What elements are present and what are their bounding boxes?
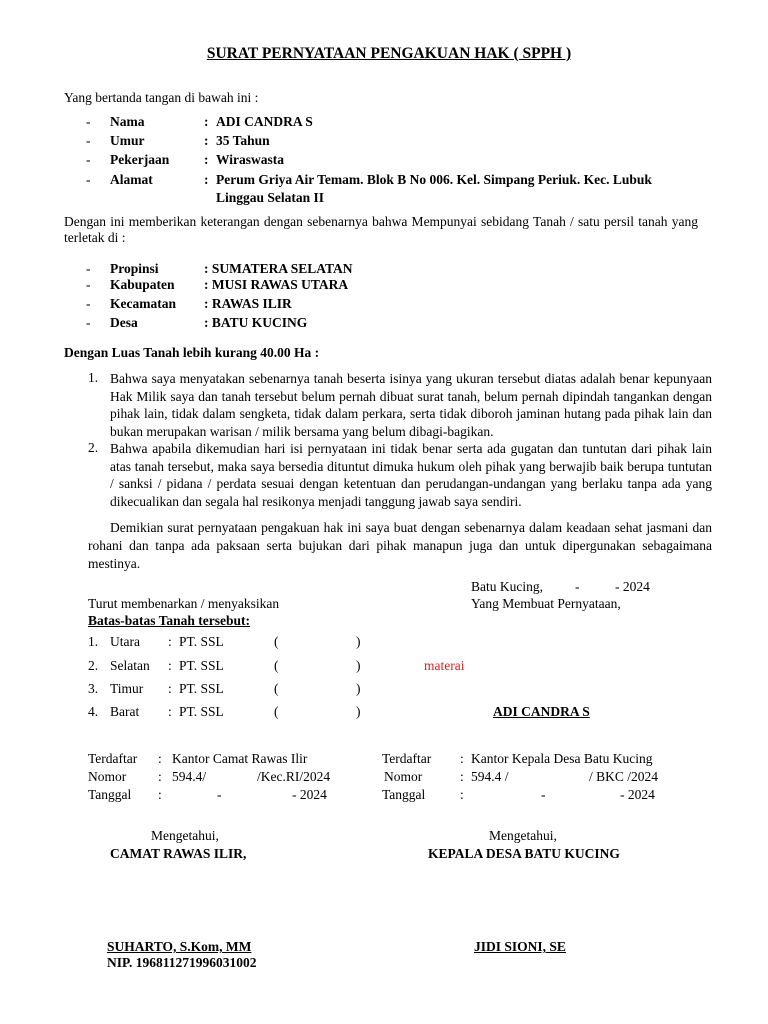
location-label: Kabupaten: [110, 277, 175, 292]
boundary-number: 2.: [88, 658, 99, 673]
location-value: : BATU KUCING: [204, 315, 308, 330]
boundary-value: PT. SSL: [179, 634, 224, 649]
camat-nip: NIP. 196811271996031002: [107, 955, 257, 970]
list-bullet: -: [86, 315, 91, 330]
list-bullet: -: [86, 172, 91, 187]
identity-colon: :: [204, 172, 209, 187]
location-value: : MUSI RAWAS UTARA: [204, 277, 349, 292]
boundary-open-paren: (: [274, 681, 279, 696]
boundary-close-paren: ): [356, 658, 361, 673]
boundary-number: 4.: [88, 704, 99, 719]
boundary-open-paren: (: [274, 634, 279, 649]
boundary-number: 1.: [88, 634, 99, 649]
register-label: Nomor: [384, 769, 423, 784]
identity-value-continued: Linggau Selatan II: [216, 190, 325, 205]
point-number: 2.: [88, 440, 99, 455]
boundary-open-paren: (: [274, 704, 279, 719]
maker-name: ADI CANDRA S: [493, 704, 590, 719]
register-colon: :: [460, 769, 464, 784]
boundary-colon: :: [168, 681, 172, 696]
register-value: -: [541, 787, 546, 802]
known-left: Mengetahui,: [151, 828, 219, 843]
witness-label: Turut membenarkan / menyaksikan: [88, 596, 280, 611]
date-dash: -: [575, 579, 580, 594]
identity-value: 35 Tahun: [216, 133, 270, 148]
register-colon: :: [158, 751, 162, 766]
register-value: - 2024: [620, 787, 655, 802]
statement-text: Dengan ini memberikan keterangan dengan sebenarnya bahwa Mempunyai sebidang Tanah / satu persil tanah yang terletak di :: [64, 214, 698, 245]
point-text: Bahwa saya menyatakan sebenarnya tanah beserta isinya yang ukuran tersebut diatas adalah benar kepunyaan Hak Milik saya dan tanah tersebut belum pernah dibuat surat tanah, belum pernah dipindah tangankan dengan pihak lain, tidak dalam sengketa, tidak dalam perkara, serta tidak diboroh jaminan hutang pada pihak lain dan bukan merupakan warisan / milik bersama yang belum dibagi-bagikan.: [110, 371, 712, 439]
maker-label: Yang Membuat Pernyataan,: [471, 596, 621, 611]
boundary-close-paren: ): [356, 704, 361, 719]
register-label: Tanggal: [382, 787, 426, 802]
identity-colon: :: [204, 133, 209, 148]
register-value: 594.4/: [172, 769, 207, 784]
identity-label: Pekerjaan: [110, 152, 170, 167]
register-colon: :: [460, 751, 464, 766]
register-colon: :: [460, 787, 464, 802]
register-label: Terdaftar: [88, 751, 138, 766]
boundary-number: 3.: [88, 681, 99, 696]
register-value: Kantor Camat Rawas Ilir: [172, 751, 308, 766]
identity-colon: :: [204, 152, 209, 167]
register-label: Nomor: [88, 769, 127, 784]
register-value: Kantor Kepala Desa Batu Kucing: [471, 751, 653, 766]
register-colon: :: [158, 787, 162, 802]
boundary-open-paren: (: [274, 658, 279, 673]
register-value: / BKC /2024: [589, 769, 659, 784]
point-number: 1.: [88, 370, 99, 385]
boundary-direction: Barat: [110, 704, 140, 719]
area-heading: Dengan Luas Tanah lebih kurang 40.00 Ha :: [64, 345, 320, 360]
location-value: : RAWAS ILIR: [204, 296, 292, 311]
boundaries-heading: Batas-batas Tanah tersebut:: [88, 613, 251, 628]
identity-label: Umur: [110, 133, 145, 148]
list-bullet: -: [86, 133, 91, 148]
list-bullet: -: [86, 296, 91, 311]
identity-label: Alamat: [110, 172, 153, 187]
known-right: Mengetahui,: [489, 828, 557, 843]
boundary-value: PT. SSL: [179, 658, 224, 673]
boundary-close-paren: ): [356, 681, 361, 696]
identity-value: Perum Griya Air Temam. Blok B No 006. Kel. Simpang Periuk. Kec. Lubuk: [216, 172, 652, 187]
closing-paragraph: Demikian surat pernyataan pengakuan hak ini saya buat dengan sebenarnya dalam keadaan sehat jasmani dan rohani dan tanpa ada paksaan serta bujukan dari pihak manapun juga dan untuk dipergunakan sebagaimana mestinya.: [88, 520, 712, 571]
boundary-direction: Timur: [110, 681, 144, 696]
location-label: Desa: [110, 315, 138, 330]
register-value: 594.4 /: [471, 769, 509, 784]
identity-colon: :: [204, 114, 209, 129]
location-label: Propinsi: [110, 261, 159, 276]
camat-name: SUHARTO, S.Kom, MM: [107, 939, 252, 954]
identity-value: ADI CANDRA S: [216, 114, 313, 129]
boundary-direction: Utara: [110, 634, 140, 649]
boundary-colon: :: [168, 704, 172, 719]
boundary-direction: Selatan: [110, 658, 150, 673]
boundary-value: PT. SSL: [179, 681, 224, 696]
boundary-colon: :: [168, 658, 172, 673]
place-date: Batu Kucing,: [471, 579, 543, 594]
register-value: - 2024: [292, 787, 327, 802]
location-label: Kecamatan: [110, 296, 176, 311]
list-bullet: -: [86, 114, 91, 129]
identity-value: Wiraswasta: [216, 152, 285, 167]
intro-text: Yang bertanda tangan di bawah ini :: [64, 90, 259, 105]
register-value: /Kec.RI/2024: [257, 769, 331, 784]
date-year: - 2024: [615, 579, 650, 594]
document-title: SURAT PERNYATAAN PENGAKUAN HAK ( SPPH ): [206, 45, 572, 62]
list-bullet: -: [86, 277, 91, 292]
kades-name: JIDI SIONI, SE: [474, 939, 566, 954]
identity-label: Nama: [110, 114, 145, 129]
boundary-colon: :: [168, 634, 172, 649]
register-colon: :: [158, 769, 162, 784]
boundary-value: PT. SSL: [179, 704, 224, 719]
camat-title: CAMAT RAWAS ILIR,: [110, 846, 247, 861]
list-bullet: -: [86, 261, 91, 276]
location-value: : SUMATERA SELATAN: [204, 261, 353, 276]
register-label: Terdaftar: [382, 751, 432, 766]
list-bullet: -: [86, 152, 91, 167]
materai-placeholder: materai: [424, 658, 465, 673]
boundary-close-paren: ): [356, 634, 361, 649]
register-value: -: [217, 787, 222, 802]
point-text: Bahwa apabila dikemudian hari isi pernyataan ini tidak benar serta ada gugatan dan tuntutan dari pihak lain atas tanah tersebut, maka saya bersedia dituntut dimuka hukum oleh pihak yang berwajib baik berupa tuntutan / sanksi / pidana / perdata sesuai dengan ketentuan dan perudangan-undangan yang berlaku tanpa ada yang dikecualikan dan segala hal resikonya menjadi tanggung jawab saya sendiri.: [110, 441, 712, 509]
kades-title: KEPALA DESA BATU KUCING: [428, 846, 620, 861]
register-label: Tanggal: [88, 787, 132, 802]
